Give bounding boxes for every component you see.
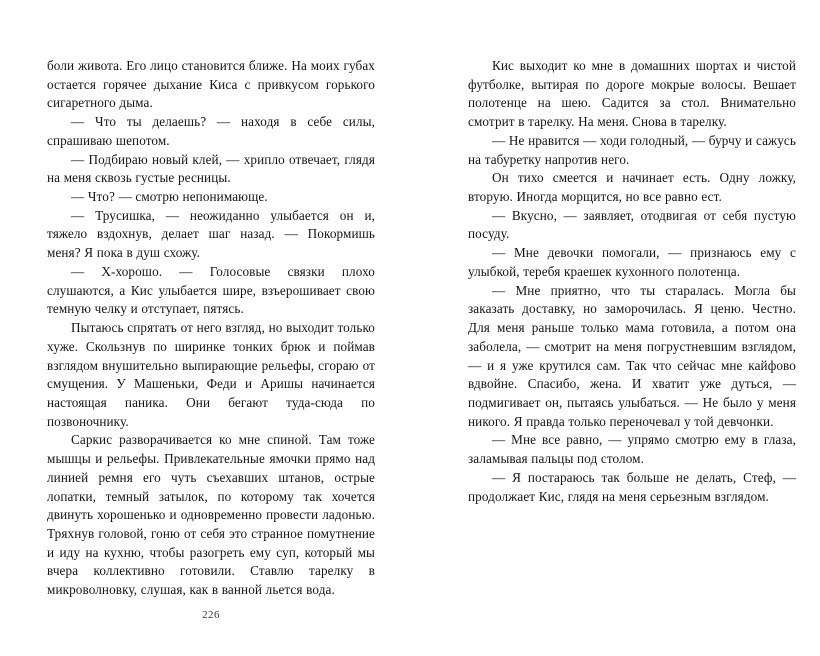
paragraph: Пытаюсь спрятать от него взгляд, но выходит только хуже. Скользнув по ширинке тонких брюк и поймав взглядом внушительно выпирающие рельефы, сгораю от смущения. У Машеньки, Феди и Аришы начинается настоящая паника. Они бегают туда-сюда по позвоночнику. [47,320,375,429]
paragraph: — Подбираю новый клей, — хрипло отвечает, глядя на меня сквозь густые ресницы. [47,151,375,186]
page-number: 226 [202,609,220,621]
paragraph: Саркис разворачивается ко мне спиной. Там тоже мышцы и рельефы. Привлекательные ямочки прямо над линией ремня его чуть съехавших штанов, острые лопатки, темный затылок, по которому так хочется двинуть хорошенько и одновременно провести ладонью. Тряхнув головой, гоню от себя это странное помутнение и иду на кухню, чтобы разогреть ему суп, который мы вчера коллективно готовили. Ставлю тарелку в микроволновку, слушая, как в ванной льется вода. [47,432,375,598]
two-column-text-spread [0,57,820,597]
paragraph: — Я постараюсь так больше не делать, Стеф, — продолжает Кис, глядя на меня серьезным взглядом. [468,469,796,504]
text-column-left [47,57,375,600]
paragraph: — Мне все равно, — упрямо смотрю ему в глаза, заламывая пальцы под столом. [468,432,796,467]
text-column-right [468,57,796,506]
paragraph: Кис выходит ко мне в домашних шортах и чистой футболке, вытирая по дороге мокрые волосы. Вешает полотенце на шею. Садится за стол. Внимательно смотрит в тарелку. На меня. Снова в тарелку. [468,58,796,130]
paragraph: — Трусишка, — неожиданно улыбается он и, тяжело вздохнув, делает шаг назад. — Покормишь меня? Я пока в душ схожу. [47,207,375,261]
paragraph: — Что? — смотрю непонимающе. [71,189,268,205]
paragraph: — Не нравится — ходи голодный, — бурчу и сажусь на табуретку напротив него. [468,132,796,167]
paragraph: — Мне приятно, что ты старалась. Могла бы заказать доставку, но заморочилась. Я ценю. Честно. Для меня раньше только мама готовила, а потом она заболела, — смотрит на меня погрустневшим взглядом, — и я уже крутился сам. Так что сейчас мне кайфово вдвойне. Спасибо, жена. И хватит уже дуться, — подмигивает он, пытаясь улыбаться. — Не было у меня никого. Я правда только переночевал у той девчонки. [468,282,796,429]
paragraph: — Х-хорошо. — Голосовые связки плохо слушаются, а Кис улыбается шире, взъерошивает свою темную челку и отступает, пятясь. [47,263,375,317]
paragraph: — Мне девочки помогали, — признаюсь ему с улыбкой, теребя краешек кухонного полотенца. [468,245,796,279]
paragraph: Он тихо смеется и начинает есть. Одну ложку, вторую. Иногда морщится, но все равно ест. [468,170,796,205]
paragraph: боли живота. Его лицо становится ближе. На моих губах остается горячее дыхание Киса с привкусом горького сигаретного дыма. [47,58,375,111]
paragraph: — Что ты делаешь? — находя в себе силы, спрашиваю шепотом. [47,114,375,148]
paragraph: — Вкусно, — заявляет, отодвигая от себя пустую посуду. [468,207,796,242]
